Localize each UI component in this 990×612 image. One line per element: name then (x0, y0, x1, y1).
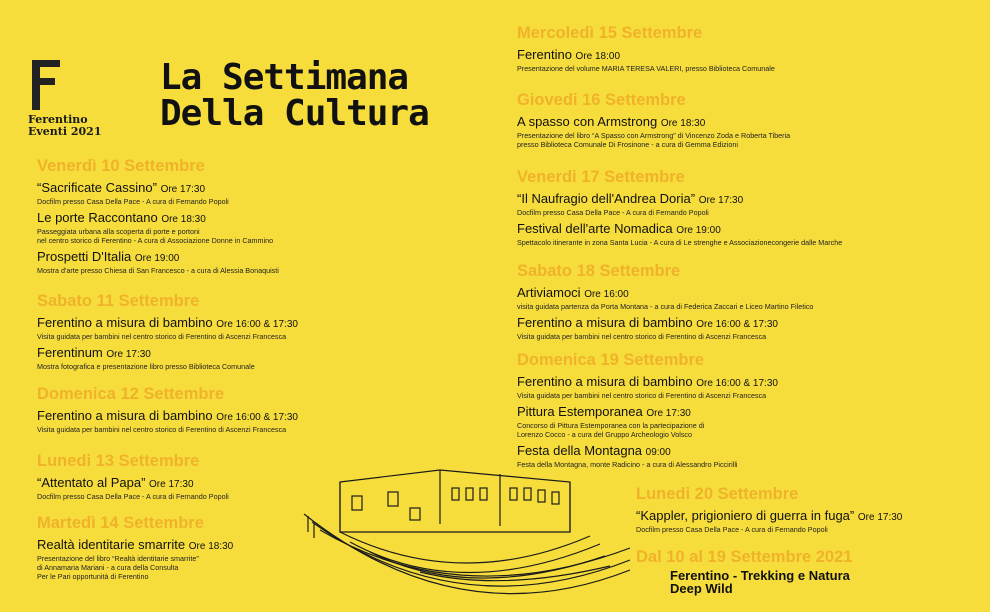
event-description: Presentazione del libro “A Spasso con Armstrong” di Vincenzo Zoda e Roberta Tiberia (517, 131, 791, 140)
event-time: Ore 17:30 (646, 408, 691, 419)
event-time: Ore 16:00 (584, 289, 629, 300)
event-title (37, 210, 279, 227)
event-name: “Sacrificate Cassino” (37, 180, 157, 195)
event-description: Passeggiata urbana alla scoperta di porte e portoni (37, 227, 200, 236)
event-item (37, 210, 279, 245)
event-description: Visita guidata per bambini nel centro storico di Ferentino di Ascenzi Francesca (37, 425, 287, 434)
day-block (517, 24, 775, 73)
title-line-1: La Settimana (160, 57, 409, 98)
event-name: Artiviamoci (517, 285, 581, 300)
event-name: Festa della Montagna (517, 443, 643, 458)
day-heading: Venerdi 17 Settembre (517, 168, 685, 186)
event-name: Ferentino a misura di bambino (37, 408, 213, 423)
event-time: 09:00 (645, 447, 671, 458)
event-time: Ore 17:30 (857, 512, 903, 523)
final-line-2: Deep Wild (670, 581, 733, 596)
roman-theatre-illustration (300, 452, 630, 602)
final-dates: Dal 10 al 19 Settembre 2021 (636, 548, 853, 566)
day-block (37, 385, 298, 434)
event-name: Festival dell'arte Nomadica (517, 221, 673, 236)
event-title (517, 221, 842, 238)
title-line-2: Della Cultura (160, 93, 429, 134)
event-description: Visita guidata per bambini nel centro storico di Ferentino di Ascenzi Francesca (37, 332, 287, 341)
event-title (517, 47, 775, 64)
event-description: di Annamaria Mariani - a cura della Consulta (37, 563, 179, 572)
event-name: Realtà identitarie smarrite (37, 537, 186, 552)
event-item (517, 404, 778, 439)
event-name: “Kappler, prigioniero di guerra in fuga” (636, 508, 855, 523)
day-block (517, 168, 842, 247)
f-logo-icon (28, 58, 64, 112)
event-name: Ferentino a misura di bambino (37, 315, 213, 330)
event-title (517, 114, 790, 131)
event-name: Ferentino a misura di bambino (517, 315, 693, 330)
day-heading: Domenica 19 Settembre (517, 351, 705, 369)
event-title (517, 191, 842, 208)
day-block (37, 514, 233, 581)
final-block (636, 548, 852, 595)
event-description: Mostra fotografica e presentazione libro presso Biblioteca Comunale (37, 362, 255, 371)
event-title (517, 374, 778, 391)
event-description: Presentazione del libro “Realtà identitarie smarrite” (37, 554, 199, 563)
event-item (37, 180, 279, 206)
event-description: Lorenzo Cocco - a cura del Gruppo Archeologio Volsco (517, 430, 692, 439)
final-line-1: Ferentino - Trekking e Natura (670, 568, 850, 583)
event-description: Docfilm presso Casa Della Pace - A cura di Fernando Popoli (636, 525, 828, 534)
event-title (636, 508, 902, 525)
event-time: Ore 16:00 & 17:30 (696, 319, 778, 330)
event-item (37, 249, 279, 275)
day-block (37, 452, 229, 501)
event-description: Docfilm presso Casa Della Pace - A cura di Fernando Popoli (37, 492, 229, 501)
event-name: Prospetti D'Italia (37, 249, 132, 264)
event-time: Ore 17:30 (106, 349, 151, 360)
event-time: Ore 19:00 (676, 225, 721, 236)
event-item (517, 374, 778, 400)
event-description: Mostra d'arte presso Chiesa di San Francesco - a cura di Alessia Bonaquisti (37, 266, 279, 275)
event-description: Presentazione del volume MARIA TERESA VALERI, presso Biblioteca Comunale (517, 64, 775, 73)
event-name: Ferentino a misura di bambino (517, 374, 693, 389)
event-item (517, 285, 813, 311)
event-title (37, 475, 229, 492)
event-name: Le porte Raccontano (37, 210, 158, 225)
event-description: Festa della Montagna, monte Radicino - a cura di Alessandro Piccirilli (517, 460, 738, 469)
event-name: A spasso con Armstrong (517, 114, 658, 129)
day-block (517, 91, 790, 149)
event-description: Spettacolo itinerante in zona Santa Lucia - A cura di Le strenghe e Associazionecongerie dalle Marche (517, 238, 843, 247)
event-title (37, 249, 279, 266)
event-description: Concorso di Pittura Estemporanea con la partecipazione di (517, 421, 705, 430)
page-title (160, 57, 429, 134)
event-time: Ore 17:30 (160, 184, 206, 195)
event-name: “Attentato al Papa” (37, 475, 146, 490)
event-name: Pittura Estemporanea (517, 404, 643, 419)
event-title (37, 408, 298, 425)
day-heading: Lunedi 13 Settembre (37, 452, 200, 470)
event-time: Ore 18:00 (575, 51, 621, 62)
day-heading: Venerdì 10 Settembre (37, 157, 205, 175)
event-time: Ore 19:00 (134, 253, 180, 264)
event-description: presso Biblioteca Comunale Di Frosinone - a cura di Gemma Edizioni (517, 140, 738, 149)
event-title (37, 345, 298, 362)
day-heading: Sabato 11 Settembre (37, 292, 200, 310)
event-description: Per le Pari opportunità di Ferentino (37, 572, 149, 581)
event-item (517, 47, 775, 73)
logo-line-1: Ferentino (28, 113, 88, 126)
day-heading: Giovedi 16 Settembre (517, 91, 686, 109)
day-heading: Mercoledì 15 Settembre (517, 24, 703, 42)
day-heading: Domenica 12 Settembre (37, 385, 225, 403)
event-time: Ore 18:30 (161, 214, 206, 225)
event-time: Ore 18:30 (188, 541, 234, 552)
event-name: “Il Naufragio dell'Andrea Doria” (517, 191, 696, 206)
event-time: Ore 16:00 & 17:30 (696, 378, 778, 389)
event-title (517, 285, 813, 302)
event-title (37, 180, 279, 197)
event-description: Docfilm presso Casa Della Pace - A cura di Fernando Popoli (37, 197, 229, 206)
event-time: Ore 17:30 (698, 195, 744, 206)
event-time: Ore 16:00 & 17:30 (216, 319, 298, 330)
event-time: Ore 18:30 (660, 118, 706, 129)
day-block (636, 485, 902, 534)
event-item (517, 315, 813, 341)
event-title (37, 315, 298, 332)
event-item (37, 408, 298, 434)
event-description: Visita guidata per bambini nel centro storico di Ferentino di Ascenzi Francesca (517, 391, 767, 400)
day-heading: Lunedi 20 Settembre (636, 485, 799, 503)
event-item (636, 508, 902, 534)
ferentino-logo (28, 58, 128, 138)
event-title (517, 404, 778, 421)
event-item (517, 221, 842, 247)
event-item (37, 315, 298, 341)
day-heading: Sabato 18 Settembre (517, 262, 681, 280)
event-name: Ferentinum (37, 345, 103, 360)
logo-line-2: Eventi 2021 (28, 125, 102, 138)
day-block (517, 262, 813, 341)
event-item (517, 114, 790, 149)
event-title (517, 315, 813, 332)
event-item (37, 475, 229, 501)
event-description: nel centro storico di Ferentino - A cura di Associazione Donne in Cammino (37, 236, 274, 245)
event-item (37, 537, 233, 581)
event-name: Ferentino (517, 47, 572, 62)
day-heading: Martedì 14 Settembre (37, 514, 204, 532)
day-block (37, 292, 298, 371)
event-title (37, 537, 233, 554)
event-description: visita guidata partenza da Porta Montana - a cura di Federica Zaccari e Liceo Martino Filetico (517, 302, 814, 311)
day-block (37, 157, 279, 275)
logo-mark-text: Arte (41, 87, 64, 107)
event-time: Ore 17:30 (149, 479, 194, 490)
event-description: Docfilm presso Casa Della Pace - A cura di Fernando Popoli (517, 208, 709, 217)
event-time: Ore 16:00 & 17:30 (216, 412, 298, 423)
event-item (517, 191, 842, 217)
event-item (37, 345, 298, 371)
event-description: Visita guidata per bambini nel centro storico di Ferentino di Ascenzi Francesca (517, 332, 767, 341)
